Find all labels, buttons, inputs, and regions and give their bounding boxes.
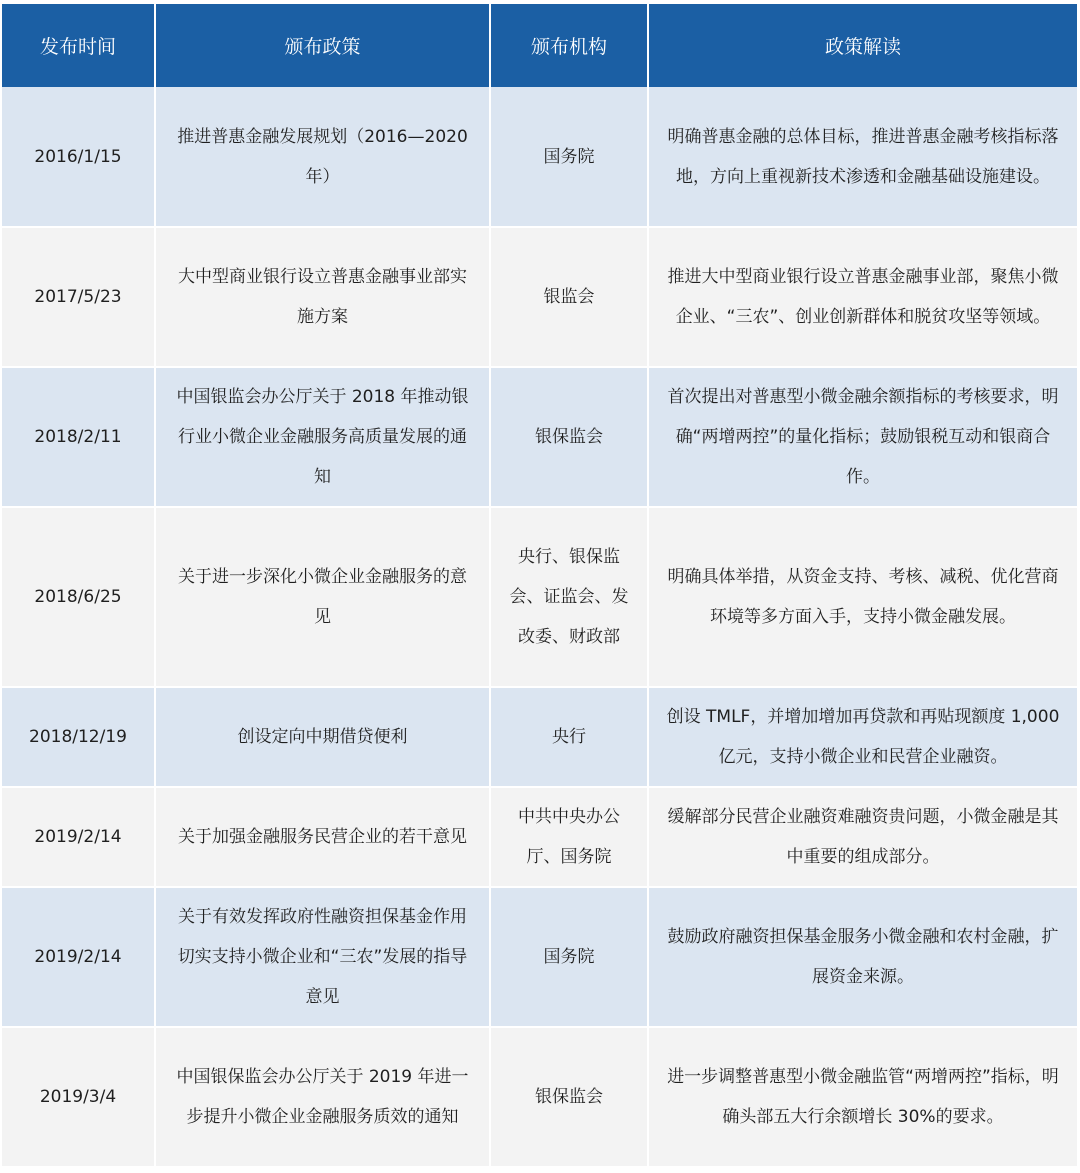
policy-cell: 关于加强金融服务民营企业的若干意见 bbox=[155, 787, 490, 887]
interpretation-cell: 缓解部分民营企业融资难融资贵问题，小微金融是其中重要的组成部分。 bbox=[648, 787, 1077, 887]
date-cell: 2019/3/4 bbox=[2, 1027, 155, 1167]
agency-cell: 银保监会 bbox=[490, 367, 648, 507]
header-date: 发布时间 bbox=[2, 4, 155, 87]
agency-cell: 中共中央办公厅、国务院 bbox=[490, 787, 648, 887]
date-cell: 2016/1/15 bbox=[2, 87, 155, 227]
interpretation-cell: 创设 TMLF，并增加增加再贷款和再贴现额度 1,000 亿元，支持小微企业和民营企业融资。 bbox=[648, 687, 1077, 787]
policy-table bbox=[2, 4, 1077, 1168]
agency-cell: 国务院 bbox=[490, 887, 648, 1027]
date-cell: 2018/6/25 bbox=[2, 507, 155, 687]
agency-cell: 央行 bbox=[490, 687, 648, 787]
header-interpretation: 政策解读 bbox=[648, 4, 1077, 87]
policy-cell: 关于有效发挥政府性融资担保基金作用切实支持小微企业和“三农”发展的指导意见 bbox=[155, 887, 490, 1027]
agency-cell: 银保监会 bbox=[490, 1027, 648, 1167]
table-row bbox=[2, 507, 1077, 687]
policy-cell: 关于进一步深化小微企业金融服务的意见 bbox=[155, 507, 490, 687]
interpretation-cell: 明确具体举措，从资金支持、考核、减税、优化营商环境等多方面入手，支持小微金融发展。 bbox=[648, 507, 1077, 687]
policy-cell: 中国银监会办公厅关于 2018 年推动银行业小微企业金融服务高质量发展的通知 bbox=[155, 367, 490, 507]
agency-cell: 国务院 bbox=[490, 87, 648, 227]
header-policy: 颁布政策 bbox=[155, 4, 490, 87]
policy-cell: 推进普惠金融发展规划（2016—2020 年） bbox=[155, 87, 490, 227]
interpretation-cell: 首次提出对普惠型小微金融余额指标的考核要求，明确“两增两控”的量化指标；鼓励银税互动和银商合作。 bbox=[648, 367, 1077, 507]
table-header-row bbox=[2, 4, 1077, 87]
date-cell: 2018/2/11 bbox=[2, 367, 155, 507]
policy-cell: 大中型商业银行设立普惠金融事业部实施方案 bbox=[155, 227, 490, 367]
agency-cell: 央行、银保监会、证监会、发改委、财政部 bbox=[490, 507, 648, 687]
interpretation-cell: 明确普惠金融的总体目标，推进普惠金融考核指标落地，方向上重视新技术渗透和金融基础设施建设。 bbox=[648, 87, 1077, 227]
policy-cell: 创设定向中期借贷便利 bbox=[155, 687, 490, 787]
header-agency: 颁布机构 bbox=[490, 4, 648, 87]
table-row bbox=[2, 367, 1077, 507]
date-cell: 2017/5/23 bbox=[2, 227, 155, 367]
policy-cell: 中国银保监会办公厅关于 2019 年进一步提升小微企业金融服务质效的通知 bbox=[155, 1027, 490, 1167]
date-cell: 2018/12/19 bbox=[2, 687, 155, 787]
interpretation-cell: 鼓励政府融资担保基金服务小微金融和农村金融，扩展资金来源。 bbox=[648, 887, 1077, 1027]
table-row bbox=[2, 887, 1077, 1027]
date-cell: 2019/2/14 bbox=[2, 887, 155, 1027]
interpretation-cell: 推进大中型商业银行设立普惠金融事业部，聚焦小微企业、“三农”、创业创新群体和脱贫攻坚等领域。 bbox=[648, 227, 1077, 367]
table-row bbox=[2, 227, 1077, 367]
table-row bbox=[2, 787, 1077, 887]
date-cell: 2019/2/14 bbox=[2, 787, 155, 887]
table-row bbox=[2, 87, 1077, 227]
table-row bbox=[2, 687, 1077, 787]
interpretation-cell: 进一步调整普惠型小微金融监管“两增两控”指标，明确头部五大行余额增长 30%的要求。 bbox=[648, 1027, 1077, 1167]
table-row bbox=[2, 1027, 1077, 1167]
agency-cell: 银监会 bbox=[490, 227, 648, 367]
